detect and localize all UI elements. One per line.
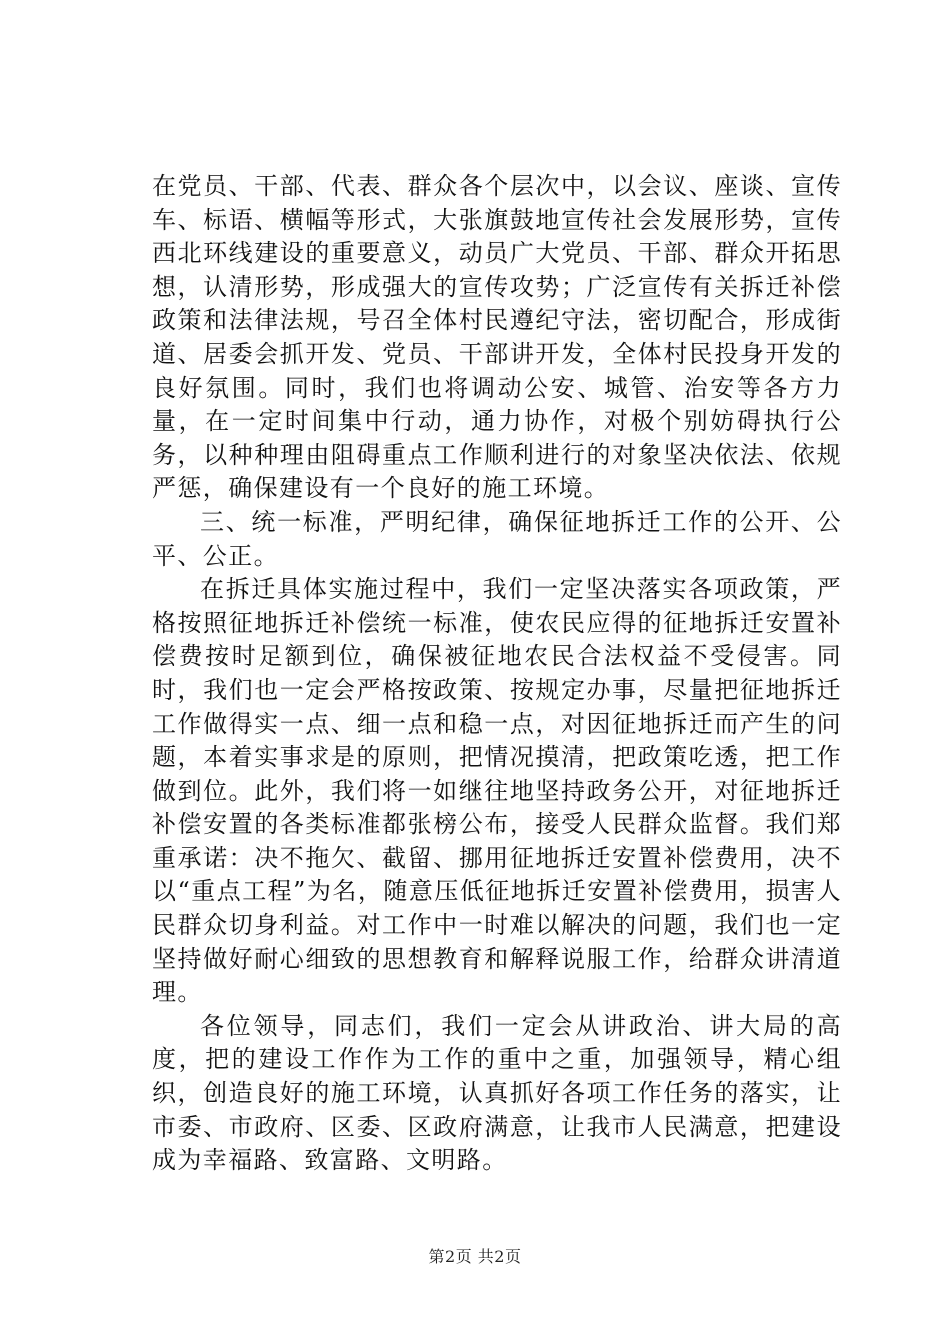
paragraph-implementation: 在拆迁具体实施过程中，我们一定坚决落实各项政策，严格按照征地拆迁补偿统一标准，使农民应得的征地拆迁安置补偿费按时足额到位，确保被征地农民合法权益不受侵害。同时，我们也一定会严格按政策、按规定办事，尽量把征地拆迁工作做得实一点、细一点和稳一点，对因征地拆迁而产生的问题，本着实事求是的原则，把情况摸清，把政策吃透，把工作做到位。此外，我们将一如继往地坚持政务公开，对征地拆迁补偿安置的各类标准都张榜公布，接受人民群众监督。我们郑重承诺：决不拖欠、截留、挪用征地拆迁安置补偿费用，决不以“重点工程”为名，随意压低征地拆迁安置补偿费用，损害人民群众切身利益。对工作中一时难以解决的问题，我们也一定坚持做好耐心细致的思想教育和解释说服工作，给群众讲清道理。 [152,575,842,1007]
section-heading-3: 三、统一标准，严明纪律，确保征地拆迁工作的公开、公平、公正。 [152,507,842,570]
page-footer: 第2页 共2页 [428,1247,522,1266]
paragraph-continuation: 在党员、干部、代表、群众各个层次中，以会议、座谈、宣传车、标语、横幅等形式，大张旗鼓地宣传社会发展形势，宣传西北环线建设的重要意义，动员广大党员、干部、群众开拓思想，认清形势，形成强大的宣传攻势；广泛宣传有关拆迁补偿政策和法律法规，号召全体村民遵纪守法，密切配合，形成街道、居委会抓开发、党员、干部讲开发，全体村民投身开发的良好氛围。同时，我们也将调动公安、城管、治安等各方力量，在一定时间集中行动，通力协作，对极个别妨碍执行公务，以种种理由阻碍重点工作顺利进行的对象坚决依法、依规严惩，确保建设有一个良好的施工环境。 [152,172,842,503]
paragraph-closing: 各位领导，同志们，我们一定会从讲政治、讲大局的高度，把的建设工作作为工作的重中之重，加强领导，精心组织，创造良好的施工环境，认真抓好各项工作任务的落实，让市委、市政府、区委、区政府满意，让我市人民满意，把建设成为幸福路、致富路、文明路。 [152,1011,842,1175]
document-body [152,170,842,1178]
